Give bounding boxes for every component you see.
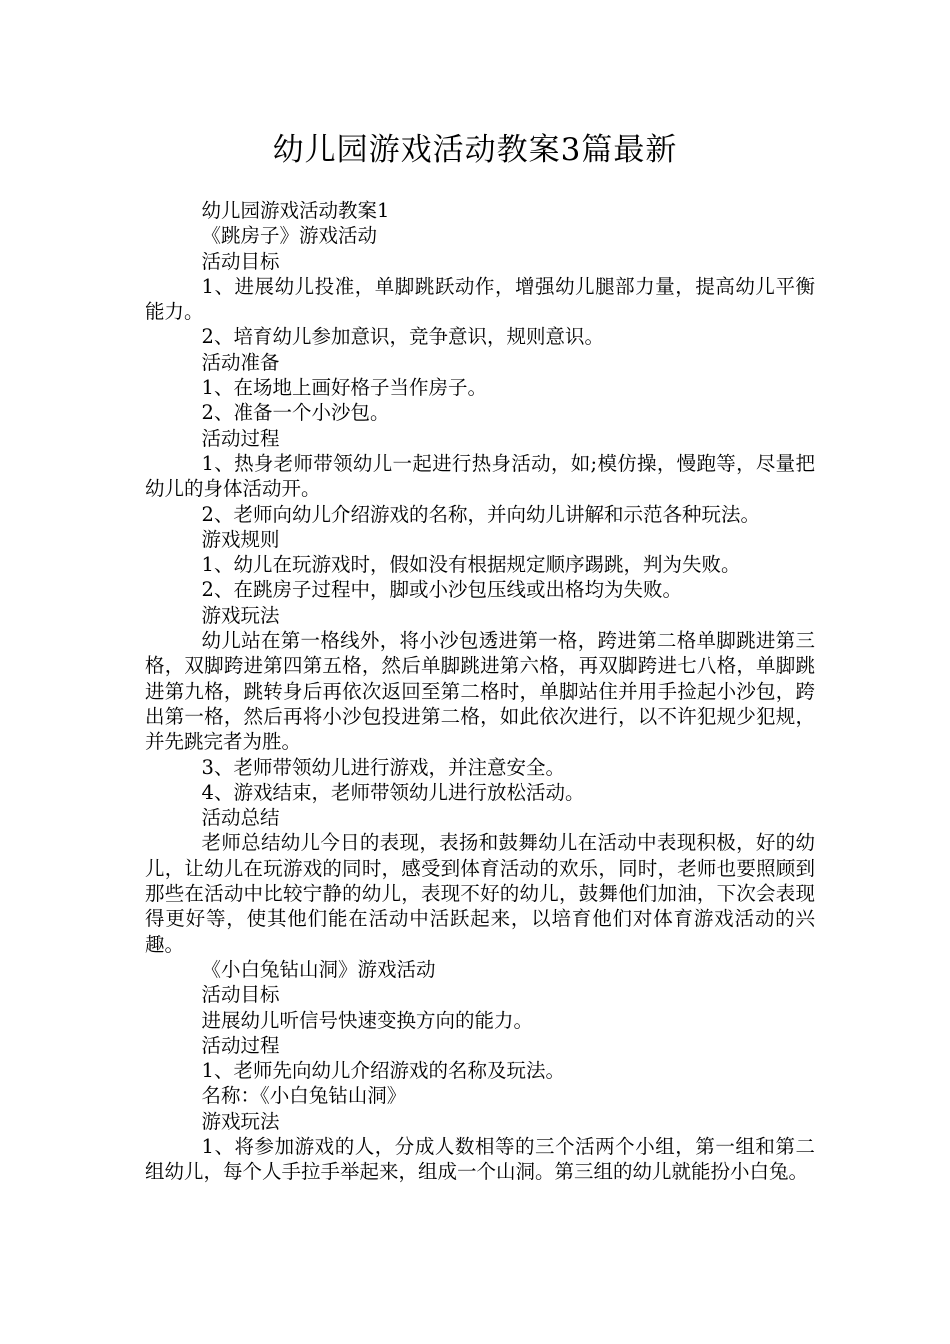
- section-heading: 活动过程: [201, 426, 280, 450]
- section-heading: 游戏规则: [201, 527, 280, 551]
- paragraph: 进展幼儿听信号快速变换方向的能力。: [201, 1008, 534, 1032]
- paragraph: 1、将参加游戏的人，分成人数相等的三个活两个小组，第一组和第二组幼儿，每个人手拉手举起来，组成一个山洞。第三组的幼儿就能扮小白兔。: [145, 1134, 815, 1184]
- section-title: 幼儿园游戏活动教案1: [201, 199, 390, 222]
- section-heading: 活动目标: [201, 249, 280, 273]
- paragraph: 老师总结幼儿今日的表现，表扬和鼓舞幼儿在活动中表现积极，好的幼儿，让幼儿在玩游戏的同时，感受到体育活动的欢乐，同时，老师也要照顾到那些在活动中比较宁静的幼儿，表现不好的幼儿，鼓舞他们加油，下次会表现得更好等，使其他们能在活动中活跃起来，以培育他们对体育游戏活动的兴趣。: [145, 831, 815, 956]
- paragraph: 1、幼儿在玩游戏时，假如没有根据规定顺序踢跳，判为失败。: [201, 553, 741, 577]
- section-heading: 活动准备: [201, 350, 280, 374]
- paragraph: 名称：《小白兔钻山洞》: [201, 1084, 407, 1108]
- section-heading: 游戏玩法: [201, 1109, 280, 1133]
- paragraph: 1、进展幼儿投准，单脚跳跃动作，增强幼儿腿部力量，提高幼儿平衡能力。: [145, 274, 815, 324]
- section-heading: 活动目标: [201, 983, 280, 1007]
- paragraph: 1、老师先向幼儿介绍游戏的名称及玩法。: [201, 1059, 565, 1083]
- activity-title: 《跳房子》游戏活动: [201, 224, 378, 248]
- paragraph: 幼儿站在第一格线外，将小沙包透进第一格，跨进第二格单脚跳进第三格，双脚跨进第四第五格，然后单脚跳进第六格，再双脚跨进七八格，单脚跳进第九格，跳转身后再依次返回至第二格时，单脚站住并用手捡起小沙包，跨出第一格，然后再将小沙包投进第二格，如此依次进行，以不许犯规少犯规，并先跳完者为胜。: [145, 629, 815, 754]
- paragraph: 2、准备一个小沙包。: [201, 401, 390, 425]
- paragraph: 2、老师向幼儿介绍游戏的名称，并向幼儿讲解和示范各种玩法。: [201, 502, 760, 526]
- paragraph: 1、在场地上画好格子当作房子。: [201, 376, 487, 400]
- paragraph: 1、热身老师带领幼儿一起进行热身活动，如;模仿操，慢跑等，尽量把幼儿的身体活动开。: [145, 451, 815, 501]
- section-heading: 活动总结: [201, 806, 280, 830]
- section-heading: 游戏玩法: [201, 603, 280, 627]
- section-heading: 活动过程: [201, 1033, 280, 1057]
- paragraph: 4、游戏结束，老师带领幼儿进行放松活动。: [201, 780, 585, 804]
- paragraph: 2、培育幼儿参加意识，竞争意识，规则意识。: [201, 325, 604, 349]
- paragraph: 2、在跳房子过程中，脚或小沙包压线或出格均为失败。: [201, 578, 682, 602]
- document-title: 幼儿园游戏活动教案3篇最新: [272, 132, 678, 168]
- paragraph: 3、老师带领幼儿进行游戏，并注意安全。: [201, 755, 565, 779]
- document-body: [145, 198, 815, 1185]
- activity-title: 《小白兔钻山洞》游戏活动: [201, 957, 436, 981]
